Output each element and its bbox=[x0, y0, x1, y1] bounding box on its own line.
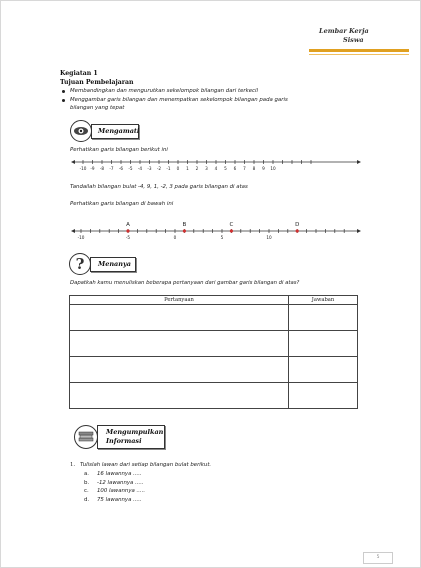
tick-label: -2 bbox=[156, 166, 162, 171]
activity-title: Kegiatan 1 bbox=[60, 70, 98, 77]
point-label: B bbox=[182, 222, 187, 228]
task-instruction: Tulislah lawan dari setiap bilangan bulat berikut. bbox=[80, 462, 212, 468]
question-mark-icon bbox=[69, 253, 91, 275]
tick-label: -5 bbox=[128, 166, 133, 171]
tick-label: 1 bbox=[186, 166, 189, 171]
point-label: A bbox=[126, 222, 130, 228]
svg-text:?: ? bbox=[75, 255, 85, 273]
tick-label: -6 bbox=[118, 166, 124, 171]
books-icon bbox=[74, 425, 98, 449]
arrow-right bbox=[357, 229, 361, 233]
answer-cell[interactable] bbox=[289, 383, 358, 409]
tick-label: -1 bbox=[166, 166, 171, 171]
marking-instruction: Tandailah bilangan bulat -4, 9, 1, -2, 3 pada garis bilangan di atas bbox=[70, 184, 248, 190]
table-row bbox=[70, 357, 358, 383]
tick-label: 4 bbox=[214, 166, 218, 171]
question-cell[interactable] bbox=[70, 383, 289, 409]
question-cell[interactable] bbox=[70, 305, 289, 331]
item-letter: b. bbox=[84, 479, 90, 486]
number-line-intro: Perhatikan garis bilangan berikut ini bbox=[70, 147, 168, 153]
books-icon-graphic bbox=[75, 426, 97, 448]
question-mark-graphic bbox=[70, 254, 90, 274]
answer-cell[interactable] bbox=[289, 357, 358, 383]
table-header-row bbox=[70, 296, 358, 305]
tick-label: -5 bbox=[125, 235, 131, 240]
item-letter: c. bbox=[84, 488, 89, 494]
eye-icon bbox=[70, 120, 92, 142]
tick-label: -10 bbox=[77, 235, 85, 240]
objective-item: Menggambar garis bilangan dan menempatkan sekelompok bilangan pada garis bbox=[70, 97, 288, 103]
brand-subtitle: Siswa bbox=[343, 36, 364, 44]
objectives-heading: Tujuan Pembelajaran bbox=[60, 79, 134, 86]
question-prompt: Dapatkah kamu menuliskan beberapa pertanyaan dari gambar garis bilangan di atas? bbox=[70, 280, 300, 286]
item-text: -12 lawannya ..... bbox=[97, 479, 144, 486]
point-label: D bbox=[295, 222, 300, 228]
tick-label: 8 bbox=[252, 166, 256, 171]
tick-label: -3 bbox=[147, 166, 152, 171]
item-letter: d. bbox=[84, 496, 90, 503]
tick-label: 2 bbox=[195, 166, 199, 171]
point-marker bbox=[126, 229, 129, 232]
eye-icon-graphic bbox=[71, 121, 91, 141]
tick-label: 5 bbox=[224, 166, 227, 171]
bullet bbox=[62, 99, 65, 102]
tick-label: 0 bbox=[173, 235, 177, 240]
section-label-line2: Informasi bbox=[106, 437, 142, 445]
table-row bbox=[70, 331, 358, 357]
item-text: 75 lawannya ..... bbox=[97, 496, 142, 503]
number-line-2-intro: Perhatikan garis bilangan di bawah ini bbox=[70, 201, 174, 207]
table-row bbox=[70, 383, 358, 409]
brand-title: Lembar Kerja bbox=[319, 27, 369, 35]
tick-label: -10 bbox=[79, 166, 87, 171]
arrow-left bbox=[71, 160, 75, 164]
section-label-line1: Mengumpulkan bbox=[106, 428, 164, 436]
number-line-2 bbox=[71, 220, 361, 236]
section-label: Mengamati bbox=[98, 127, 140, 135]
tick-label: 9 bbox=[262, 166, 265, 171]
brand-badge bbox=[309, 21, 409, 61]
tick-label: -8 bbox=[99, 166, 105, 171]
section-header-mengamati bbox=[91, 124, 139, 139]
item-letter: a. bbox=[84, 471, 90, 477]
item-text: 16 lawannya ..... bbox=[97, 471, 142, 477]
point-label: C bbox=[229, 222, 234, 228]
question-cell[interactable] bbox=[70, 331, 289, 357]
column-header-question: Pertanyaan bbox=[70, 296, 289, 305]
objective-item-continued: bilangan yang tepat bbox=[70, 105, 125, 111]
task-number: 1. bbox=[70, 462, 76, 468]
section-header-mengumpulkan-informasi bbox=[97, 425, 165, 449]
tick-label: 0 bbox=[176, 166, 180, 171]
point-marker bbox=[296, 229, 299, 232]
table-row bbox=[70, 305, 358, 331]
answer-cell[interactable] bbox=[289, 305, 358, 331]
tick-label: 6 bbox=[233, 166, 237, 171]
bullet bbox=[62, 90, 65, 93]
section-header-menanya bbox=[90, 257, 136, 272]
page-number-box bbox=[363, 552, 393, 564]
item-text: 100 lawannya ..... bbox=[97, 488, 146, 494]
point-marker bbox=[183, 229, 186, 232]
tick-label: -4 bbox=[137, 166, 143, 171]
question-answer-table bbox=[69, 295, 358, 409]
section-label: Menanya bbox=[98, 260, 131, 268]
tick-label: -7 bbox=[109, 166, 114, 171]
tick-label: 5 bbox=[220, 235, 224, 240]
brand-underline-thin bbox=[309, 54, 409, 55]
objective-item: Membandingkan dan mengurutkan sekelompok bilangan dari terkecil bbox=[70, 88, 259, 94]
arrow-right bbox=[357, 160, 361, 164]
tick-label: 3 bbox=[205, 166, 208, 171]
point-marker bbox=[230, 229, 233, 232]
page-number: 5 bbox=[376, 555, 380, 560]
answer-cell[interactable] bbox=[289, 331, 358, 357]
column-header-answer: Jawaban bbox=[289, 296, 358, 305]
tick-label: 10 bbox=[266, 235, 272, 240]
question-cell[interactable] bbox=[70, 357, 289, 383]
brand-underline bbox=[309, 49, 409, 52]
tick-label: 10 bbox=[270, 166, 276, 171]
tick-label: 7 bbox=[243, 166, 246, 171]
tick-label: -9 bbox=[90, 166, 95, 171]
arrow-left bbox=[71, 229, 75, 233]
